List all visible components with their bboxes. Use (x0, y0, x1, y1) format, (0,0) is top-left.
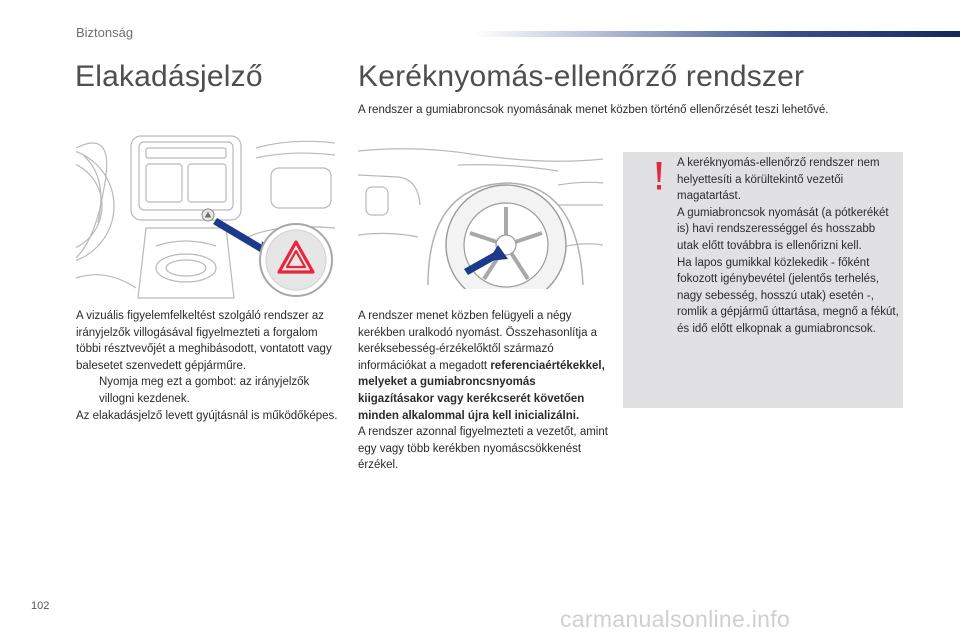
tpms-body-bold: referenciaértékekkel, melyeket a gumiabroncsnyomás kiigazításakor vagy kerékcserét követően minden alkalommal újra kell inicializálni. (358, 359, 605, 422)
warning-text (677, 155, 899, 338)
header-gradient-bar (475, 31, 960, 37)
warning-box (623, 152, 903, 408)
tpms-title: Keréknyomás-ellenőrző rendszer (358, 60, 805, 93)
tpms-body-paragraph (358, 308, 610, 424)
hazard-bullet (76, 374, 338, 407)
exclamation-icon (655, 162, 663, 192)
watermark: carmanualsonline.info (560, 606, 791, 632)
warning-p1: A keréknyomás-ellenőrző rendszer nem helyettesíti a körültekintő vezetői magatartást. (677, 157, 880, 203)
hazard-closing: Az elakadásjelző levett gyújtásnál is működőképes. (76, 409, 338, 422)
tpms-intro: A rendszer a gumiabroncsok nyomásának menet közben történő ellenőrzését teszi lehetővé. (358, 104, 829, 116)
hazard-bullet-text: Nyomja meg ezt a gombot: az irányjelzők villogni kezdenek. (99, 376, 310, 405)
section-label: Biztonság (76, 25, 134, 40)
hazard-paragraph: A vizuális figyelemfelkeltést szolgáló rendszer az irányjelzők villogásával figyelmezteti a forgalom többi résztvevőjét a meghibásodott, vontatott vagy balesetet szenvedett gépjárműre. (76, 310, 332, 372)
tpms-description (358, 308, 610, 474)
hazard-description (76, 308, 338, 424)
tpms-wheel-figure (358, 145, 603, 289)
hazard-title: Elakadásjelző (75, 60, 263, 93)
page-number: 102 (31, 600, 50, 612)
warning-p2: A gumiabroncsok nyomását (a pótkerékét is) havi rendszerességgel és hosszabb utak előtt továbbra is ellenőrizni kell. (677, 206, 889, 252)
tpms-body-part2: A rendszer azonnal figyelmezteti a vezetőt, amint egy vagy több kerékben nyomáscsökkenést érzékel. (358, 426, 608, 472)
tpms-body-part1: A rendszer menet közben felügyeli a négy kerékben uralkodó nyomást. Összehasonlítja a keréksebesség-érzékelőktől származó információkat a megadott (358, 310, 598, 372)
hazard-button-figure (76, 128, 335, 304)
warning-p3: Ha lapos gumikkal közlekedik - főként fokozott igénybevétel (jelentős terhelés, nagy sebesség, hosszú utak) esetén -, romlik a gépjármű úttartása, megnő a fékút, és idő előtt elkopnak a gumiabroncsok. (677, 256, 899, 335)
dashboard-illustration (76, 128, 335, 304)
wheel-illustration (358, 145, 603, 289)
